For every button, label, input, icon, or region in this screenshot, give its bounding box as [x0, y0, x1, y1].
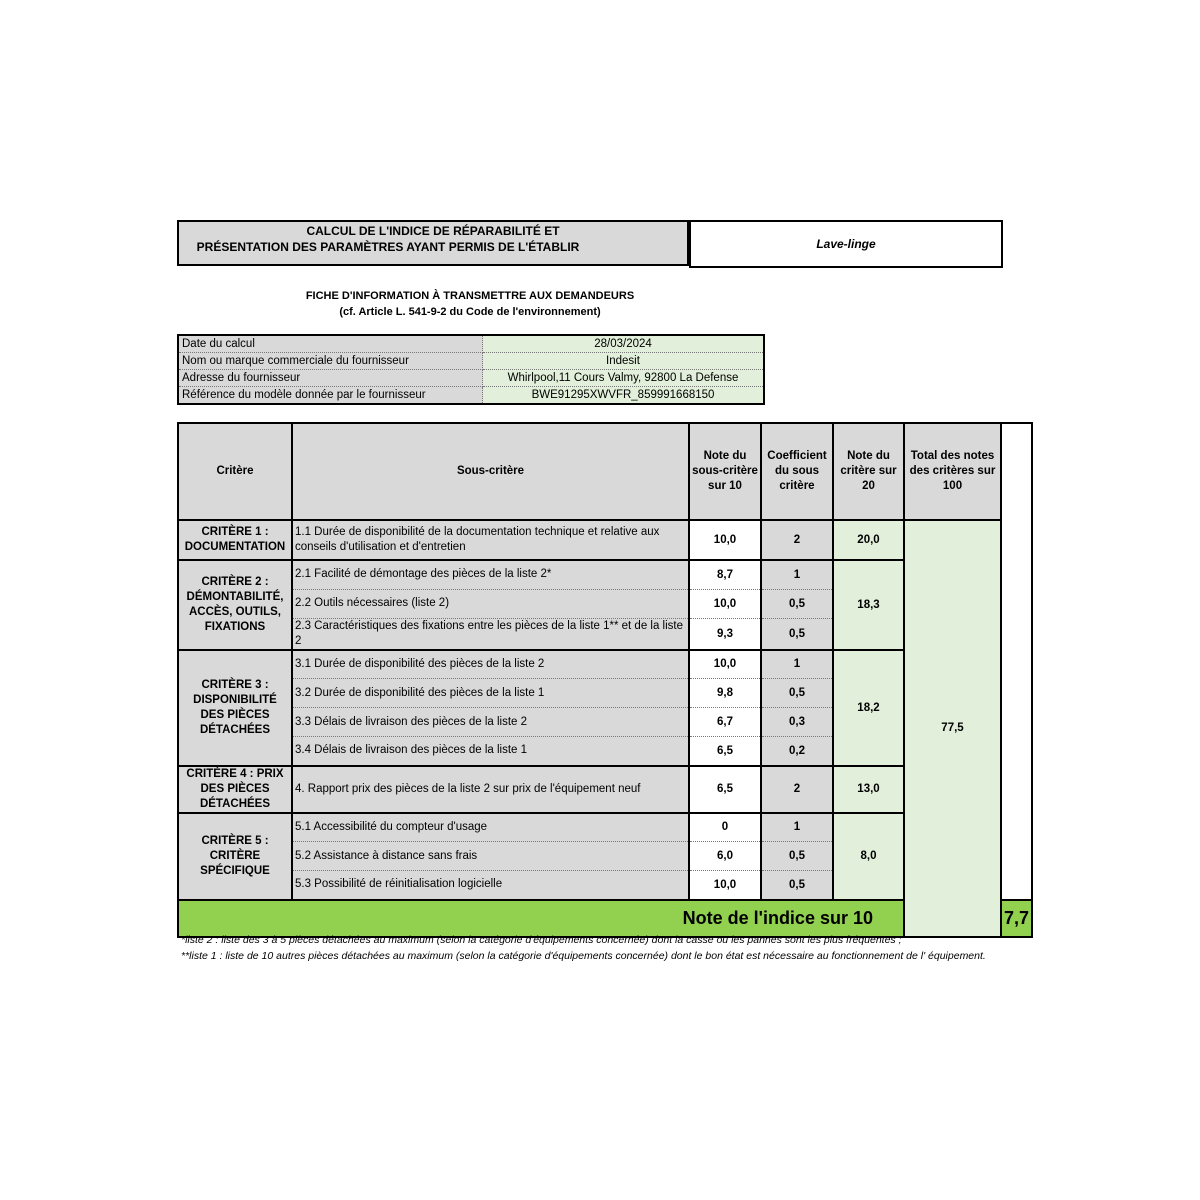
table-row: [178, 766, 1032, 813]
info-row: [178, 353, 764, 370]
sub-critere-label: 2.2 Outils nécessaires (liste 2): [292, 589, 689, 618]
footnote-liste-1: **liste 1 : liste de 10 autres pièces détachées au maximum (selon la catégorie d'équipements concernée) dont le bon état est nécessaire au fonctionnement de l' équipement.: [181, 949, 986, 962]
sub-critere-note: 6,5: [689, 737, 761, 766]
sub-critere-coef: 0,5: [761, 871, 833, 900]
title-line-1: CALCUL DE L'INDICE DE RÉPARABILITÉ ET: [306, 224, 560, 238]
sub-critere-label: 2.1 Facilité de démontage des pièces de la liste 2*: [292, 560, 689, 589]
sub-critere-note: 6,5: [689, 766, 761, 813]
critere-name: CRITÈRE 2 : DÉMONTABILITÉ, ACCÈS, OUTILS, FIXATIONS: [178, 560, 292, 650]
critere-note20: 8,0: [833, 813, 904, 900]
critere-note20: 18,2: [833, 650, 904, 766]
scoring-table: [177, 422, 1033, 938]
info-row: [178, 370, 764, 387]
sub-critere-note: 10,0: [689, 650, 761, 679]
table-row: [178, 650, 1032, 679]
sub-critere-note: 9,3: [689, 618, 761, 650]
sub-critere-coef: 0,5: [761, 842, 833, 871]
sub-critere-coef: 1: [761, 813, 833, 842]
col-header-note10: Note du sous-critère sur 10: [689, 423, 761, 520]
info-label: Nom ou marque commerciale du fournisseur: [178, 353, 483, 370]
critere-name: CRITÈRE 4 : PRIX DES PIÈCES DÉTACHÉES: [178, 766, 292, 813]
sub-critere-note: 10,0: [689, 520, 761, 560]
equipment-category: Lave-linge: [689, 220, 1003, 268]
col-header-coef: Coefficient du sous critère: [761, 423, 833, 520]
sub-critere-note: 6,0: [689, 842, 761, 871]
info-value: Indesit: [483, 353, 765, 370]
critere-name: CRITÈRE 1 : DOCUMENTATION: [178, 520, 292, 560]
final-score-value: 7,7: [1001, 900, 1032, 937]
info-value: Whirlpool,11 Cours Valmy, 92800 La Defense: [483, 370, 765, 387]
fiche-line-2: (cf. Article L. 541-9-2 du Code de l'environnement): [339, 306, 601, 318]
header-row: [178, 423, 1032, 520]
sub-critere-label: 3.1 Durée de disponibilité des pièces de la liste 2: [292, 650, 689, 679]
sub-critere-coef: 0,3: [761, 708, 833, 737]
sub-critere-label: 5.3 Possibilité de réinitialisation logicielle: [292, 871, 689, 900]
col-header-total: Total des notes des critères sur 100: [904, 423, 1001, 520]
critere-note20: 18,3: [833, 560, 904, 650]
footnote-liste-2: *liste 2 : liste des 3 à 5 pièces détachées au maximum (selon la catégorie d'équipements concernée) dont la casse ou les pannes sont les plus fréquentes ;: [181, 934, 902, 946]
sub-critere-label: 1.1 Durée de disponibilité de la documentation technique et relative aux conseils d'utilisation et d'entretien: [292, 520, 689, 560]
sub-critere-note: 9,8: [689, 679, 761, 708]
table-row: [178, 560, 1032, 589]
final-score-row: [178, 900, 1032, 937]
fiche-line-1: FICHE D'INFORMATION À TRANSMETTRE AUX DEMANDEURS: [305, 290, 635, 302]
col-header-sous-critere: Sous-critère: [292, 423, 689, 520]
info-label: Adresse du fournisseur: [178, 370, 483, 387]
sub-critere-note: 6,7: [689, 708, 761, 737]
col-header-critere: Critère: [178, 423, 292, 520]
critere-name: CRITÈRE 3 : DISPONIBILITÉ DES PIÈCES DÉTACHÉES: [178, 650, 292, 766]
sub-critere-coef: 2: [761, 766, 833, 813]
info-value: BWE91295XWVFR_859991668150: [483, 387, 765, 405]
info-value: 28/03/2024: [483, 335, 765, 353]
sub-critere-label: 3.4 Délais de livraison des pièces de la liste 1: [292, 737, 689, 766]
info-label: Référence du modèle donnée par le fournisseur: [178, 387, 483, 405]
sub-critere-coef: 2: [761, 520, 833, 560]
critere-note20: 20,0: [833, 520, 904, 560]
fiche-heading: [230, 288, 710, 320]
sub-critere-note: 10,0: [689, 589, 761, 618]
sub-critere-coef: 1: [761, 560, 833, 589]
final-score-label: Note de l'indice sur 10: [178, 900, 904, 937]
sub-critere-coef: 0,5: [761, 589, 833, 618]
sub-critere-label: 3.2 Durée de disponibilité des pièces de la liste 1: [292, 679, 689, 708]
sub-critere-coef: 1: [761, 650, 833, 679]
sub-critere-note: 0: [689, 813, 761, 842]
table-row: [178, 813, 1032, 842]
info-label: Date du calcul: [178, 335, 483, 353]
footnotes: [181, 933, 1001, 964]
sub-critere-label: 5.1 Accessibilité du compteur d'usage: [292, 813, 689, 842]
col-header-note20: Note du critère sur 20: [833, 423, 904, 520]
info-row: [178, 335, 764, 353]
sub-critere-coef: 0,5: [761, 679, 833, 708]
table-row: [178, 520, 1032, 560]
critere-name: CRITÈRE 5 : CRITÈRE SPÉCIFIQUE: [178, 813, 292, 900]
supplier-info-table: [177, 334, 765, 405]
sub-critere-label: 5.2 Assistance à distance sans frais: [292, 842, 689, 871]
sub-critere-label: 4. Rapport prix des pièces de la liste 2 sur prix de l'équipement neuf: [292, 766, 689, 813]
sub-critere-label: 3.3 Délais de livraison des pièces de la liste 2: [292, 708, 689, 737]
total-score: 77,5: [904, 520, 1001, 937]
sub-critere-coef: 0,2: [761, 737, 833, 766]
sub-critere-note: 8,7: [689, 560, 761, 589]
sub-critere-coef: 0,5: [761, 618, 833, 650]
sub-critere-label: 2.3 Caractéristiques des fixations entre les pièces de la liste 1** et de la liste 2: [292, 618, 689, 650]
critere-note20: 13,0: [833, 766, 904, 813]
sub-critere-note: 10,0: [689, 871, 761, 900]
info-row: [178, 387, 764, 405]
title-box: [177, 220, 689, 266]
title-line-2: PRÉSENTATION DES PARAMÈTRES AYANT PERMIS DE L'ÉTABLIR: [196, 240, 580, 254]
